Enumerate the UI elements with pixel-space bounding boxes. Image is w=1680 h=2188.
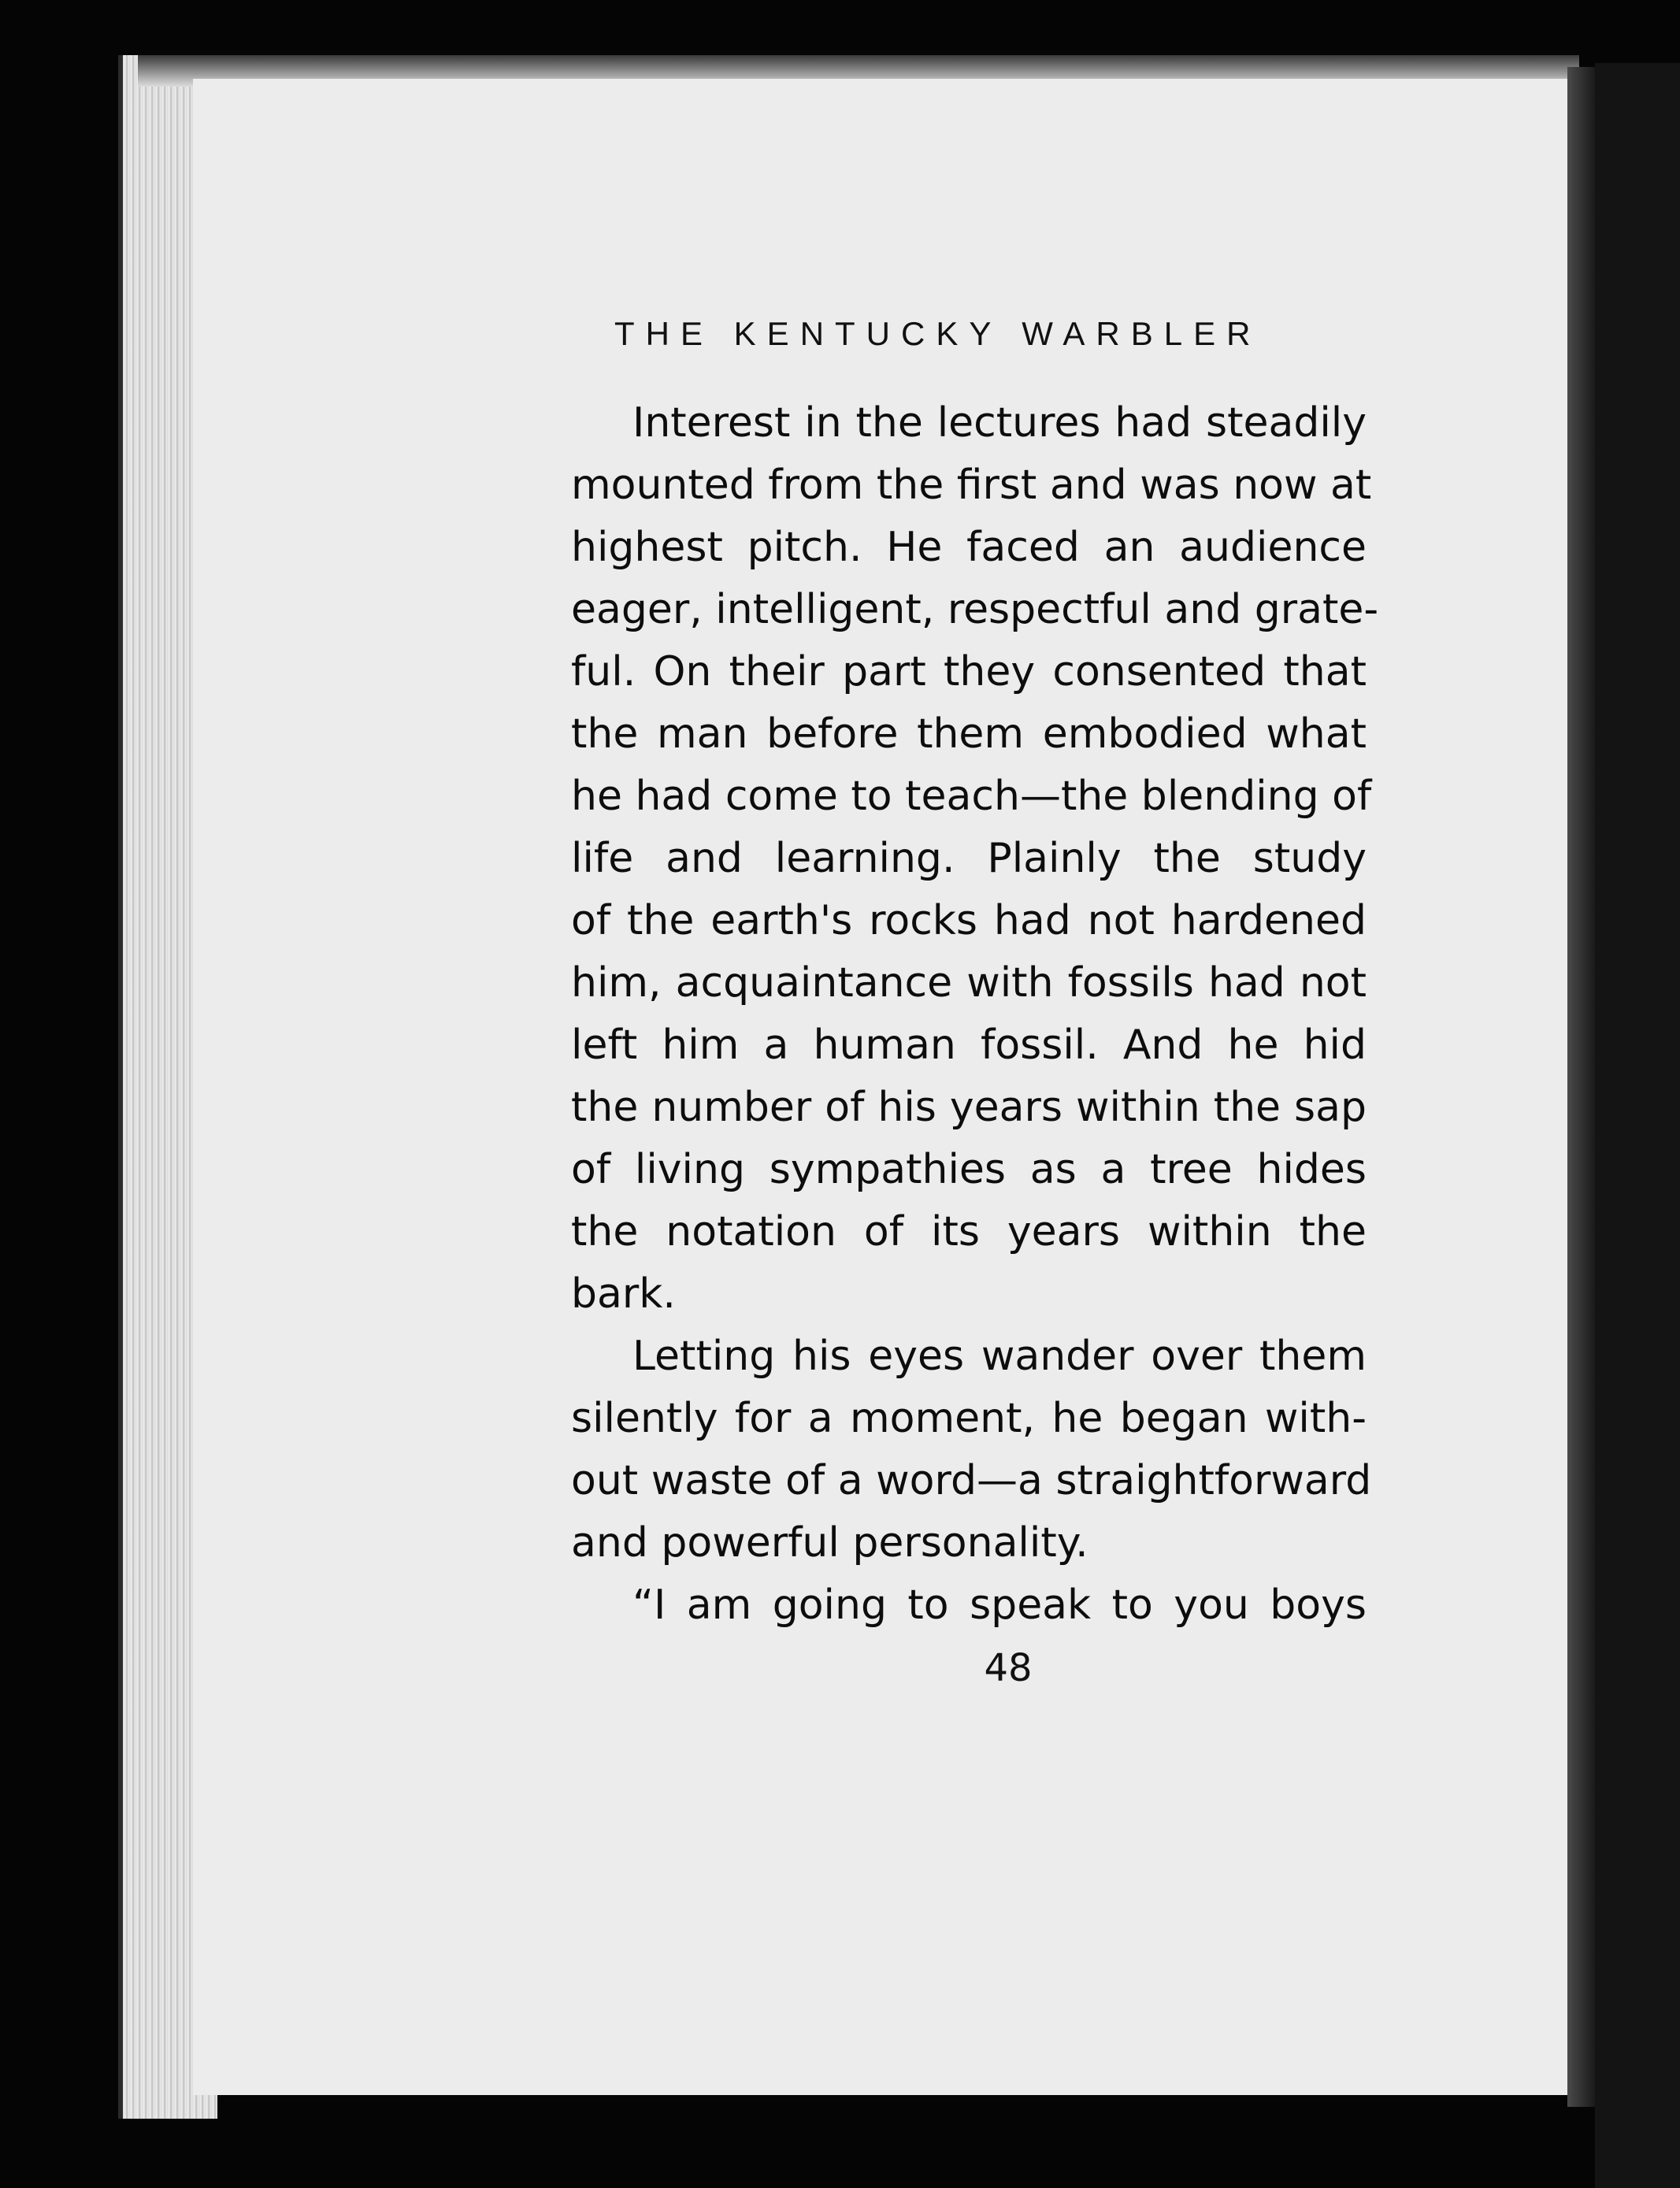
text-line: “I am going to speak to you boys	[632, 1582, 1367, 1629]
text-line: highest pitch. He faced an audience	[571, 524, 1367, 571]
text-line: bark.	[571, 1270, 676, 1318]
text-line: mounted from the first and was now at	[571, 462, 1372, 509]
text-line: silently for a moment, he began with-	[571, 1395, 1367, 1442]
text-line: the notation of its years within the	[571, 1208, 1367, 1255]
body-text	[571, 392, 1379, 1637]
text-line: out waste of a word—a straightforward	[571, 1457, 1372, 1504]
running-head: THE KENTUCKY WARBLER	[614, 315, 1262, 352]
text-line: ful. On their part they consented that	[571, 648, 1367, 695]
book-binding	[1567, 67, 1595, 2107]
text-line: Interest in the lectures had steadily	[632, 399, 1367, 447]
text-line: Letting his eyes wander over them	[632, 1333, 1367, 1380]
text-line: of living sympathies as a tree hides	[571, 1146, 1367, 1193]
text-line: life and learning. Plainly the study	[571, 835, 1367, 882]
background-right	[1595, 63, 1680, 2188]
text-line: the man before them embodied what	[571, 710, 1367, 758]
text-line: of the earth's rocks had not hardened	[571, 897, 1367, 944]
text-line: he had come to teach—the blending of	[571, 773, 1372, 820]
page-number: 48	[984, 1646, 1033, 1690]
text-line: and powerful personality.	[571, 1519, 1088, 1567]
text-line: the number of his years within the sap	[571, 1084, 1367, 1131]
text-line: left him a human fossil. And he hid	[571, 1022, 1367, 1069]
text-line: him, acquaintance with fossils had not	[571, 959, 1367, 1007]
text-line: eager, intelligent, respectful and grate-	[571, 586, 1379, 633]
